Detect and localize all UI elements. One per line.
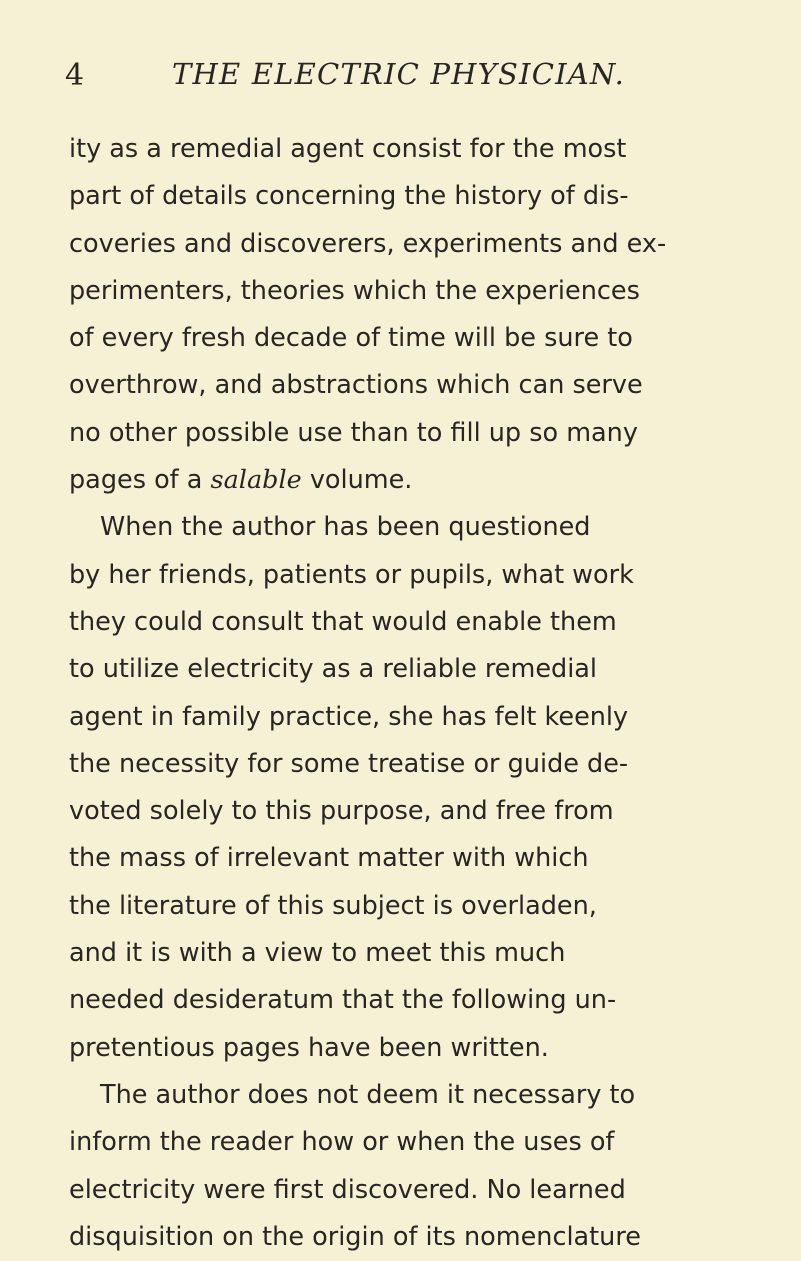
text-line [69,1214,741,1261]
line-text: overthrow, and abstractions which can serve [69,370,643,401]
text-line [69,788,741,835]
text-line [69,362,741,409]
line-text: they could consult that would enable them [69,606,617,637]
line-text: to utilize electricity as a reliable remedial [69,654,597,685]
line-text: volume. [301,465,413,496]
line-text: The author does not deem it necessary to [100,1079,636,1110]
text-line [69,315,741,362]
line-text-mixed [69,457,412,504]
line-text: and it is with a view to meet this much [69,938,566,969]
text-line [69,1167,741,1214]
text-line [69,835,741,882]
body-text [69,126,741,1261]
text-line [69,552,741,599]
line-text: ity as a remedial agent consist for the most [69,134,627,164]
line-text: inform the reader how or when the uses of [69,1127,615,1158]
page-number: 4 [65,58,85,93]
line-text: no other possible use than to fill up so many [69,417,638,448]
line-text: When the author has been questioned [100,512,591,543]
text-line [69,1025,741,1072]
text-line [69,599,741,646]
text-line [69,977,741,1024]
line-text: needed desideratum that the following un- [69,985,617,1016]
text-line [69,883,741,930]
text-line [69,221,741,268]
text-line [69,646,741,693]
text-line [69,268,741,315]
line-text: coveries and discoverers, experiments and ex- [69,228,667,259]
paragraph-first-line [69,504,741,551]
line-text: the literature of this subject is overladen, [69,890,597,921]
line-text: of every fresh decade of time will be sure to [69,323,633,354]
line-text: electricity were first discovered. No learned [69,1174,626,1205]
text-line [69,741,741,788]
line-text: the mass of irrelevant matter with which [69,843,589,874]
line-text: part of details concerning the history of dis- [69,181,629,212]
line-text: by her friends, patients or pupils, what work [69,559,634,590]
text-line [69,930,741,977]
line-text: pages of a [69,465,203,496]
line-text: perimenters, theories which the experiences [69,275,640,306]
text-line [69,410,741,457]
line-text: pretentious pages have been written. [69,1032,549,1063]
line-text: agent in family practice, she has felt keenly [69,701,629,732]
text-line [69,126,741,173]
line-text: disquisition on the origin of its nomenclature [69,1221,641,1252]
text-line [69,1119,741,1166]
running-title: THE ELECTRIC PHYSICIAN. [172,57,626,91]
text-line [69,457,741,504]
paragraph-first-line [69,1072,741,1119]
italic-word: salable [210,465,302,496]
text-line [69,694,741,741]
text-line [69,173,741,220]
line-text: the necessity for some treatise or guide de- [69,748,629,779]
line-text: voted solely to this purpose, and free from [69,796,614,827]
